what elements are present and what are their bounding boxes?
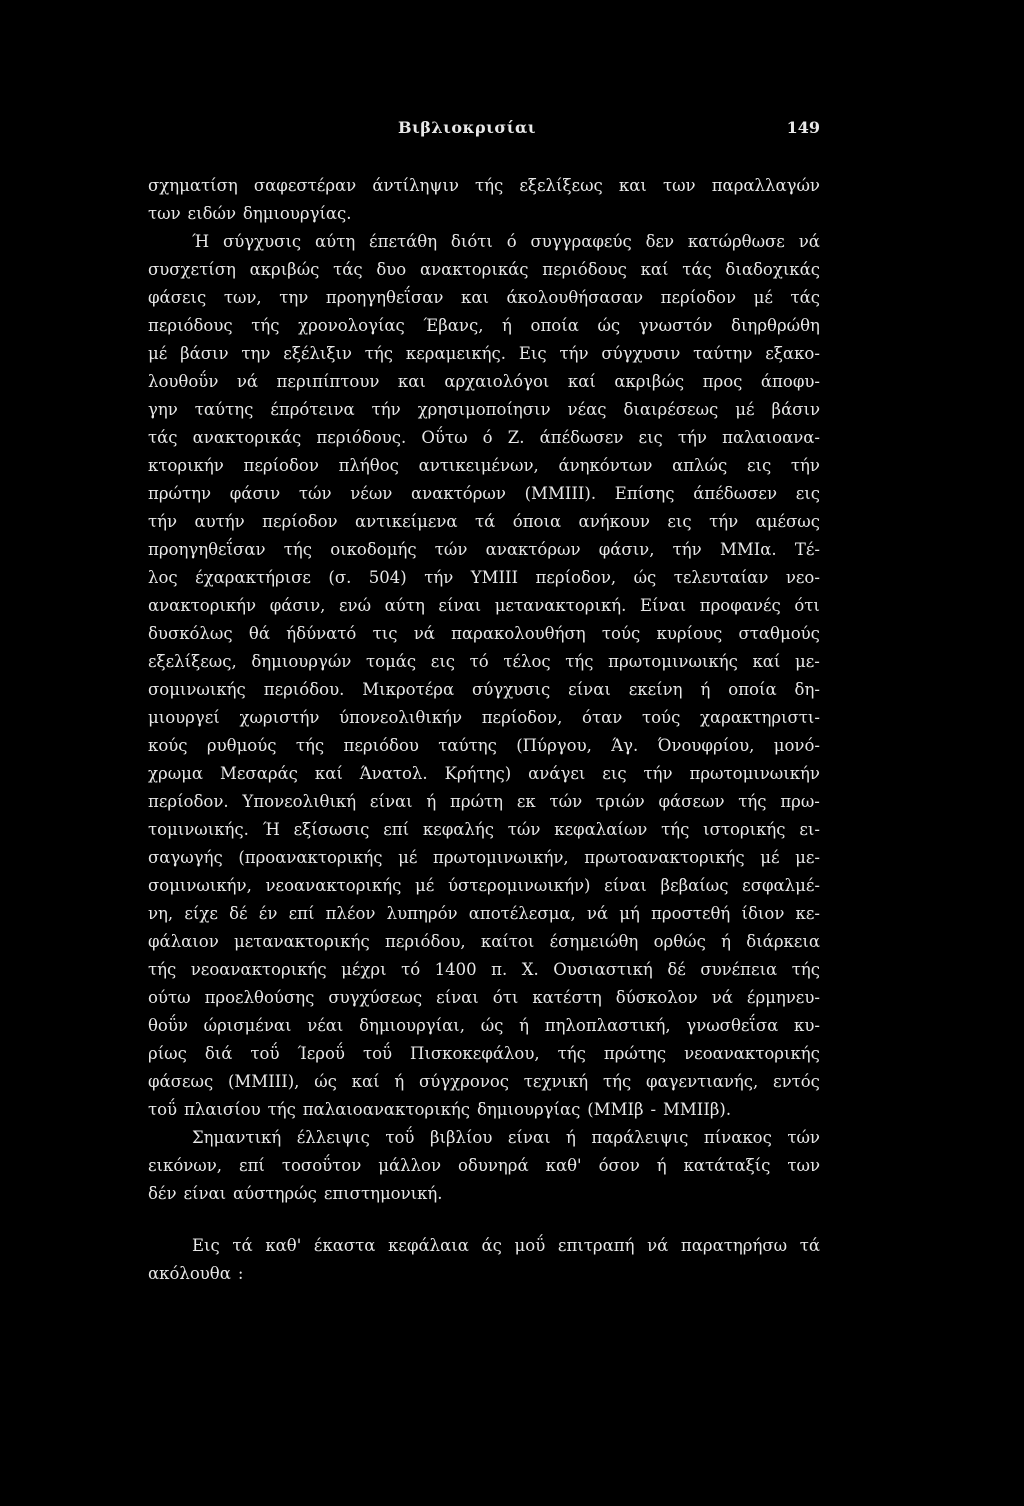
text-line: φάσεις των, την προηγηθεΐσαν και άκολουθήσασαν περίοδον μέ τάς — [148, 288, 820, 307]
text-line: σομινωικής περιόδου. Μικροτέρα σύγχυσις είναι εκείνη ή οποία δη- — [148, 680, 820, 699]
text-line: τοΰ πλαισίου τής παλαιοανακτορικής δημιουργίας (ΜΜΙβ - ΜΜΙΙβ). — [148, 1100, 732, 1119]
text-line: ανακτορικήν φάσιν, ενώ αύτη είναι μετανακτορική. Είναι προφανές ότι — [148, 596, 820, 615]
text-line: θοΰν ώρισμέναι νέαι δημιουργίαι, ώς ή πηλοπλαστική, γνωσθεΐσα κυ- — [148, 1016, 820, 1035]
running-header — [148, 118, 820, 142]
text-line: ρίως διά τοΰ Ίεροΰ τοΰ Πισκοκεφάλου, τής πρώτης νεοανακτορικής — [148, 1044, 820, 1063]
text-line: λουθοΰν νά περιπίπτουν και αρχαιολόγοι καί ακριβώς προς άποφυ- — [148, 372, 820, 391]
text-line: φάλαιον μετανακτορικής περιόδου, καίτοι έσημειώθη ορθώς ή διάρκεια — [148, 932, 820, 951]
paragraph-gap — [148, 1208, 820, 1232]
running-title: Βιβλιοκρισίαι — [398, 118, 536, 137]
text-line: δυσκόλως θά ήδύνατό τις νά παρακολουθήση τούς κυρίους σταθμούς — [148, 624, 820, 643]
text-line: περίοδον. Υπονεολιθική είναι ή πρώτη εκ τών τριών φάσεων τής πρω- — [148, 792, 820, 811]
text-line: προηγηθεΐσαν τής οικοδομής τών ανακτόρων φάσιν, τήν ΜΜΙα. Τέ- — [148, 540, 820, 559]
text-line: λος έχαρακτήρισε (σ. 504) τήν ΥΜΙΙΙ περίοδον, ώς τελευταίαν νεο- — [148, 568, 820, 587]
text-line: σχηματίση σαφεστέραν άντίληψιν τής εξελίξεως και των παραλλαγών — [148, 176, 820, 195]
text-line: σαγωγής (προανακτορικής μέ πρωτομινωικήν, πρωτοανακτορικής μέ με- — [148, 848, 820, 867]
text-line: νη, είχε δέ έν επί πλέον λυπηρόν αποτέλεσμα, νά μή προστεθή ίδιον κε- — [148, 904, 820, 923]
text-line: συσχετίση ακριβώς τάς δυο ανακτορικάς περιόδους καί τάς διαδοχικάς — [148, 260, 820, 279]
text-line: τήν αυτήν περίοδον αντικείμενα τά όποια ανήκουν εις τήν αμέσως — [148, 512, 820, 531]
text-line: εικόνων, επί τοσοΰτον μάλλον οδυνηρά καθ' όσον ή κατάταξίς των — [148, 1156, 820, 1175]
text-line: τάς ανακτορικάς περιόδους. Οΰτω ό Ζ. άπέδωσεν εις τήν παλαιοανα- — [148, 428, 820, 447]
text-line: δέν είναι αύστηρώς επιστημονική. — [148, 1184, 443, 1203]
text-line: γην ταύτης έπρότεινα τήν χρησιμοποίησιν νέας διαιρέσεως μέ βάσιν — [148, 400, 820, 419]
text-line: εξελίξεως, δημιουργών τομάς εις τό τέλος τής πρωτομινωικής καί με- — [148, 652, 820, 671]
text-line: μιουργεί χωριστήν ύπονεολιθικήν περίοδον, όταν τούς χαρακτηριστι- — [148, 708, 820, 727]
text-line: Σημαντική έλλειψις τοΰ βιβλίου είναι ή παράλειψις πίνακος τών — [192, 1128, 820, 1147]
text-line: ούτω προελθούσης συγχύσεως είναι ότι κατέστη δύσκολον νά έρμηνευ- — [148, 988, 820, 1007]
text-line: κούς ρυθμούς τής περιόδου ταύτης (Πύργου, Άγ. Όνουφρίου, μονό- — [148, 736, 820, 755]
text-line: φάσεως (ΜΜΙΙΙ), ώς καί ή σύγχρονος τεχνική τής φαγεντιανής, εντός — [148, 1072, 820, 1091]
text-line: κτορικήν περίοδον πλήθος αντικειμένων, άνηκόντων απλώς εις τήν — [148, 456, 820, 475]
text-line: Ή σύγχυσις αύτη έπετάθη διότι ό συγγραφεύς δεν κατώρθωσε νά — [192, 232, 820, 251]
text-line: περιόδους τής χρονολογίας Έβανς, ή οποία ώς γνωστόν διηρθρώθη — [148, 316, 820, 335]
text-line: τομινωικής. Ή εξίσωσις επί κεφαλής τών κεφαλαίων τής ιστορικής ει- — [148, 820, 820, 839]
page-number: 149 — [786, 118, 820, 137]
text-line: μέ βάσιν την εξέλιξιν τής κεραμεικής. Εις τήν σύγχυσιν ταύτην εξακο- — [148, 344, 820, 363]
text-line: σομινωικήν, νεοανακτορικής μέ ύστερομινωικήν) είναι βεβαίως εσφαλμέ- — [148, 876, 820, 895]
text-line: τής νεοανακτορικής μέχρι τό 1400 π. Χ. Ουσιαστική δέ συνέπεια τής — [148, 960, 820, 979]
text-line: πρώτην φάσιν τών νέων ανακτόρων (ΜΜΙΙΙ). Επίσης άπέδωσεν εις — [148, 484, 820, 503]
text-line: Εις τά καθ' έκαστα κεφάλαια άς μοΰ επιτραπή νά παρατηρήσω τά — [192, 1236, 820, 1255]
text-line: χρωμα Μεσαράς καί Άνατολ. Κρήτης) ανάγει εις τήν πρωτομινωικήν — [148, 764, 820, 783]
body-text — [148, 172, 820, 1288]
text-line: των ειδών δημιουργίας. — [148, 204, 352, 223]
text-line: ακόλουθα : — [148, 1264, 244, 1283]
